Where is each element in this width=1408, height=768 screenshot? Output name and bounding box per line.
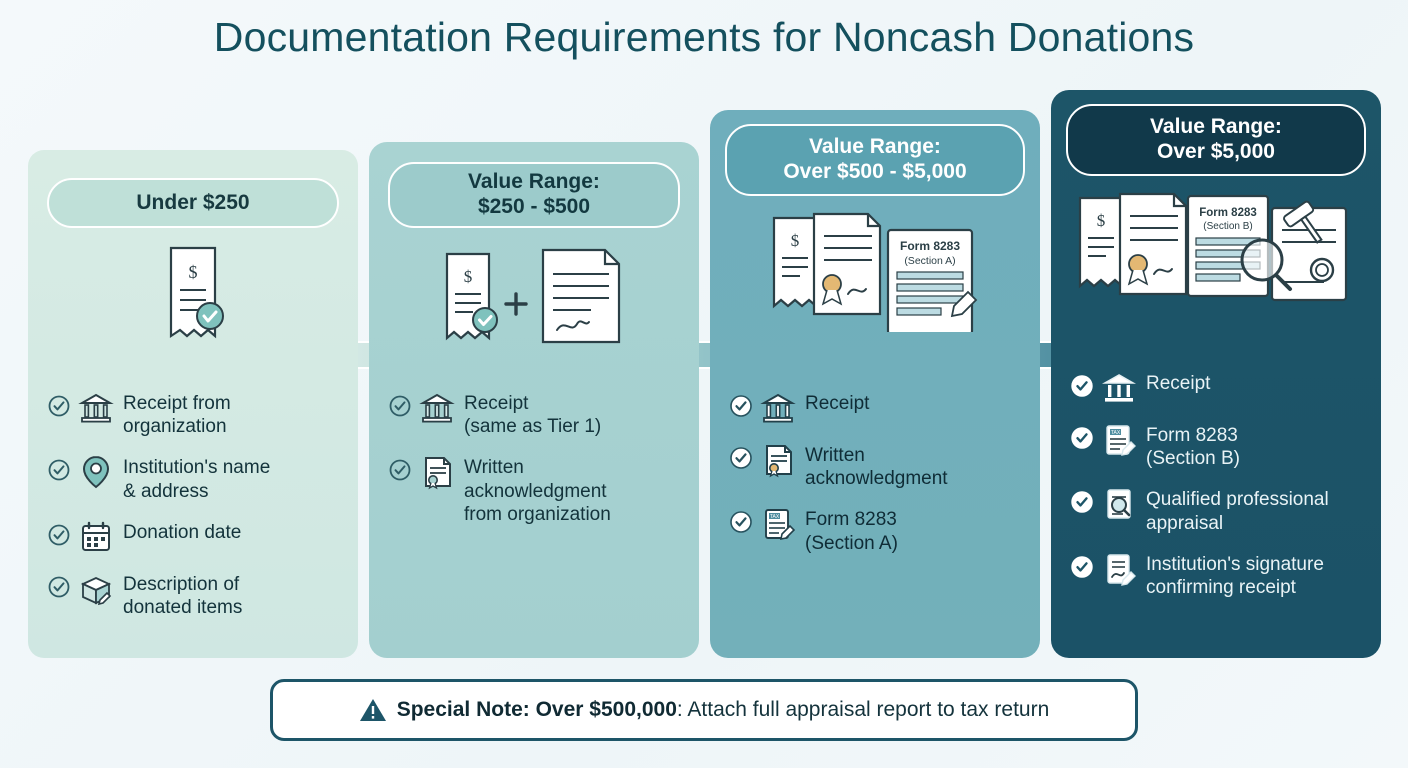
list-item	[1071, 370, 1367, 406]
tier-4-header: Value Range: Over $5,000	[1066, 104, 1366, 176]
list-item	[730, 442, 1026, 490]
tier-card-3[interactable]	[710, 110, 1040, 658]
svg-text:$: $	[188, 262, 198, 282]
svg-text:$: $	[1096, 211, 1106, 230]
check-circle-icon	[48, 459, 70, 481]
svg-text:(Section A): (Section A)	[904, 255, 956, 267]
tier-1-items	[48, 390, 344, 635]
check-circle-icon	[389, 395, 411, 417]
svg-text:TAX: TAX	[1110, 430, 1121, 436]
receipt-dollar-check-icon	[153, 240, 233, 350]
receipt-dollar-icon	[774, 218, 816, 306]
special-note-bold: Special Note: Over $500,000	[396, 698, 677, 721]
check-circle-icon	[389, 459, 411, 481]
tier-2-items	[389, 390, 685, 542]
list-item	[730, 506, 1026, 554]
special-note-rest: : Attach full appraisal report to tax return	[676, 698, 1050, 721]
tier-3-header: Value Range: Over $500 - $5,000	[725, 124, 1025, 196]
plus-sign	[506, 294, 526, 314]
check-circle-icon	[730, 511, 752, 533]
list-item	[48, 519, 344, 555]
bank-institution-icon	[1101, 370, 1137, 406]
check-circle-icon	[48, 395, 70, 417]
tier-card-4[interactable]	[1051, 90, 1381, 658]
list-item-label: Written acknowledgment	[805, 445, 948, 490]
list-item-label: Receipt	[805, 393, 870, 414]
tier-2-header: Value Range: $250 - $500	[388, 162, 680, 228]
list-item	[1071, 486, 1367, 534]
tier-1-header: Under $250	[47, 178, 339, 228]
page-title: Documentation Requirements for Noncash Donations	[213, 14, 1195, 60]
svg-text:Form 8283: Form 8283	[899, 239, 961, 253]
list-item	[48, 571, 344, 619]
svg-text:TAX: TAX	[769, 514, 780, 521]
check-circle-icon	[730, 395, 752, 417]
check-circle-icon	[1071, 491, 1093, 513]
list-item-label: Receipt	[1146, 373, 1211, 394]
check-circle-icon	[1071, 427, 1093, 449]
list-item	[1071, 422, 1367, 470]
tier-2-artwork	[419, 242, 649, 352]
form-8283-section-a-icon	[888, 230, 976, 332]
svg-text:Form 8283: Form 8283	[1199, 207, 1257, 219]
list-item-label: Form 8283 (Section A)	[805, 509, 898, 554]
list-item	[48, 454, 344, 502]
special-note-text	[397, 698, 1050, 722]
check-circle-icon	[730, 447, 752, 469]
tax-form-icon	[1101, 422, 1137, 458]
magnifier-document-icon	[1101, 486, 1137, 522]
calendar-icon	[78, 519, 114, 555]
svg-text:$: $	[463, 267, 473, 286]
tier-4-items	[1071, 370, 1367, 615]
certificate-seal-document-icon	[1120, 194, 1186, 294]
check-circle-icon	[1071, 556, 1093, 578]
list-item-label: Form 8283 (Section B)	[1146, 425, 1240, 470]
list-item-label: Receipt (same as Tier 1)	[464, 393, 602, 438]
list-item-label: Receipt from organization	[123, 393, 231, 438]
list-item-label: Institution's signature confirming receipt	[1146, 553, 1324, 598]
receipt-dollar-icon	[1080, 198, 1122, 286]
bank-institution-icon	[760, 390, 796, 426]
tier-4-artwork	[1066, 182, 1366, 312]
check-circle-icon	[48, 524, 70, 546]
list-item	[1071, 551, 1367, 599]
signature-document-icon	[1101, 551, 1137, 587]
list-item	[48, 390, 344, 438]
tier-1-artwork	[153, 240, 233, 350]
tier-3-items	[730, 390, 1026, 571]
tier-card-2[interactable]	[369, 142, 699, 658]
list-item	[389, 454, 685, 526]
list-item-label: Institution's name & address	[123, 457, 271, 502]
list-item	[730, 390, 1026, 426]
tier-card-1[interactable]	[28, 150, 358, 658]
tier-3-artwork	[740, 202, 1010, 332]
bank-institution-icon	[419, 390, 455, 426]
certificate-document-icon	[419, 454, 455, 490]
svg-text:(Section B): (Section B)	[1203, 221, 1253, 232]
list-item	[389, 390, 685, 438]
list-item-label: Qualified professional appraisal	[1146, 489, 1329, 534]
package-box-pencil-icon	[78, 571, 114, 607]
certificate-document-icon	[760, 442, 796, 478]
warning-triangle-icon	[359, 696, 387, 724]
check-circle-icon	[48, 576, 70, 598]
special-note-banner	[270, 679, 1138, 741]
tax-form-icon	[760, 506, 796, 542]
list-item-label: Written acknowledgment from organization	[464, 457, 611, 525]
bank-institution-icon	[78, 390, 114, 426]
receipt-dollar-check-icon	[447, 254, 497, 338]
svg-text:$: $	[790, 231, 800, 250]
list-item-label: Donation date	[123, 521, 242, 543]
list-item-label: Description of donated items	[123, 573, 243, 618]
certificate-seal-document-icon	[814, 214, 880, 314]
check-circle-icon	[1071, 375, 1093, 397]
location-pin-icon	[78, 454, 114, 490]
signed-document-icon	[543, 250, 619, 342]
